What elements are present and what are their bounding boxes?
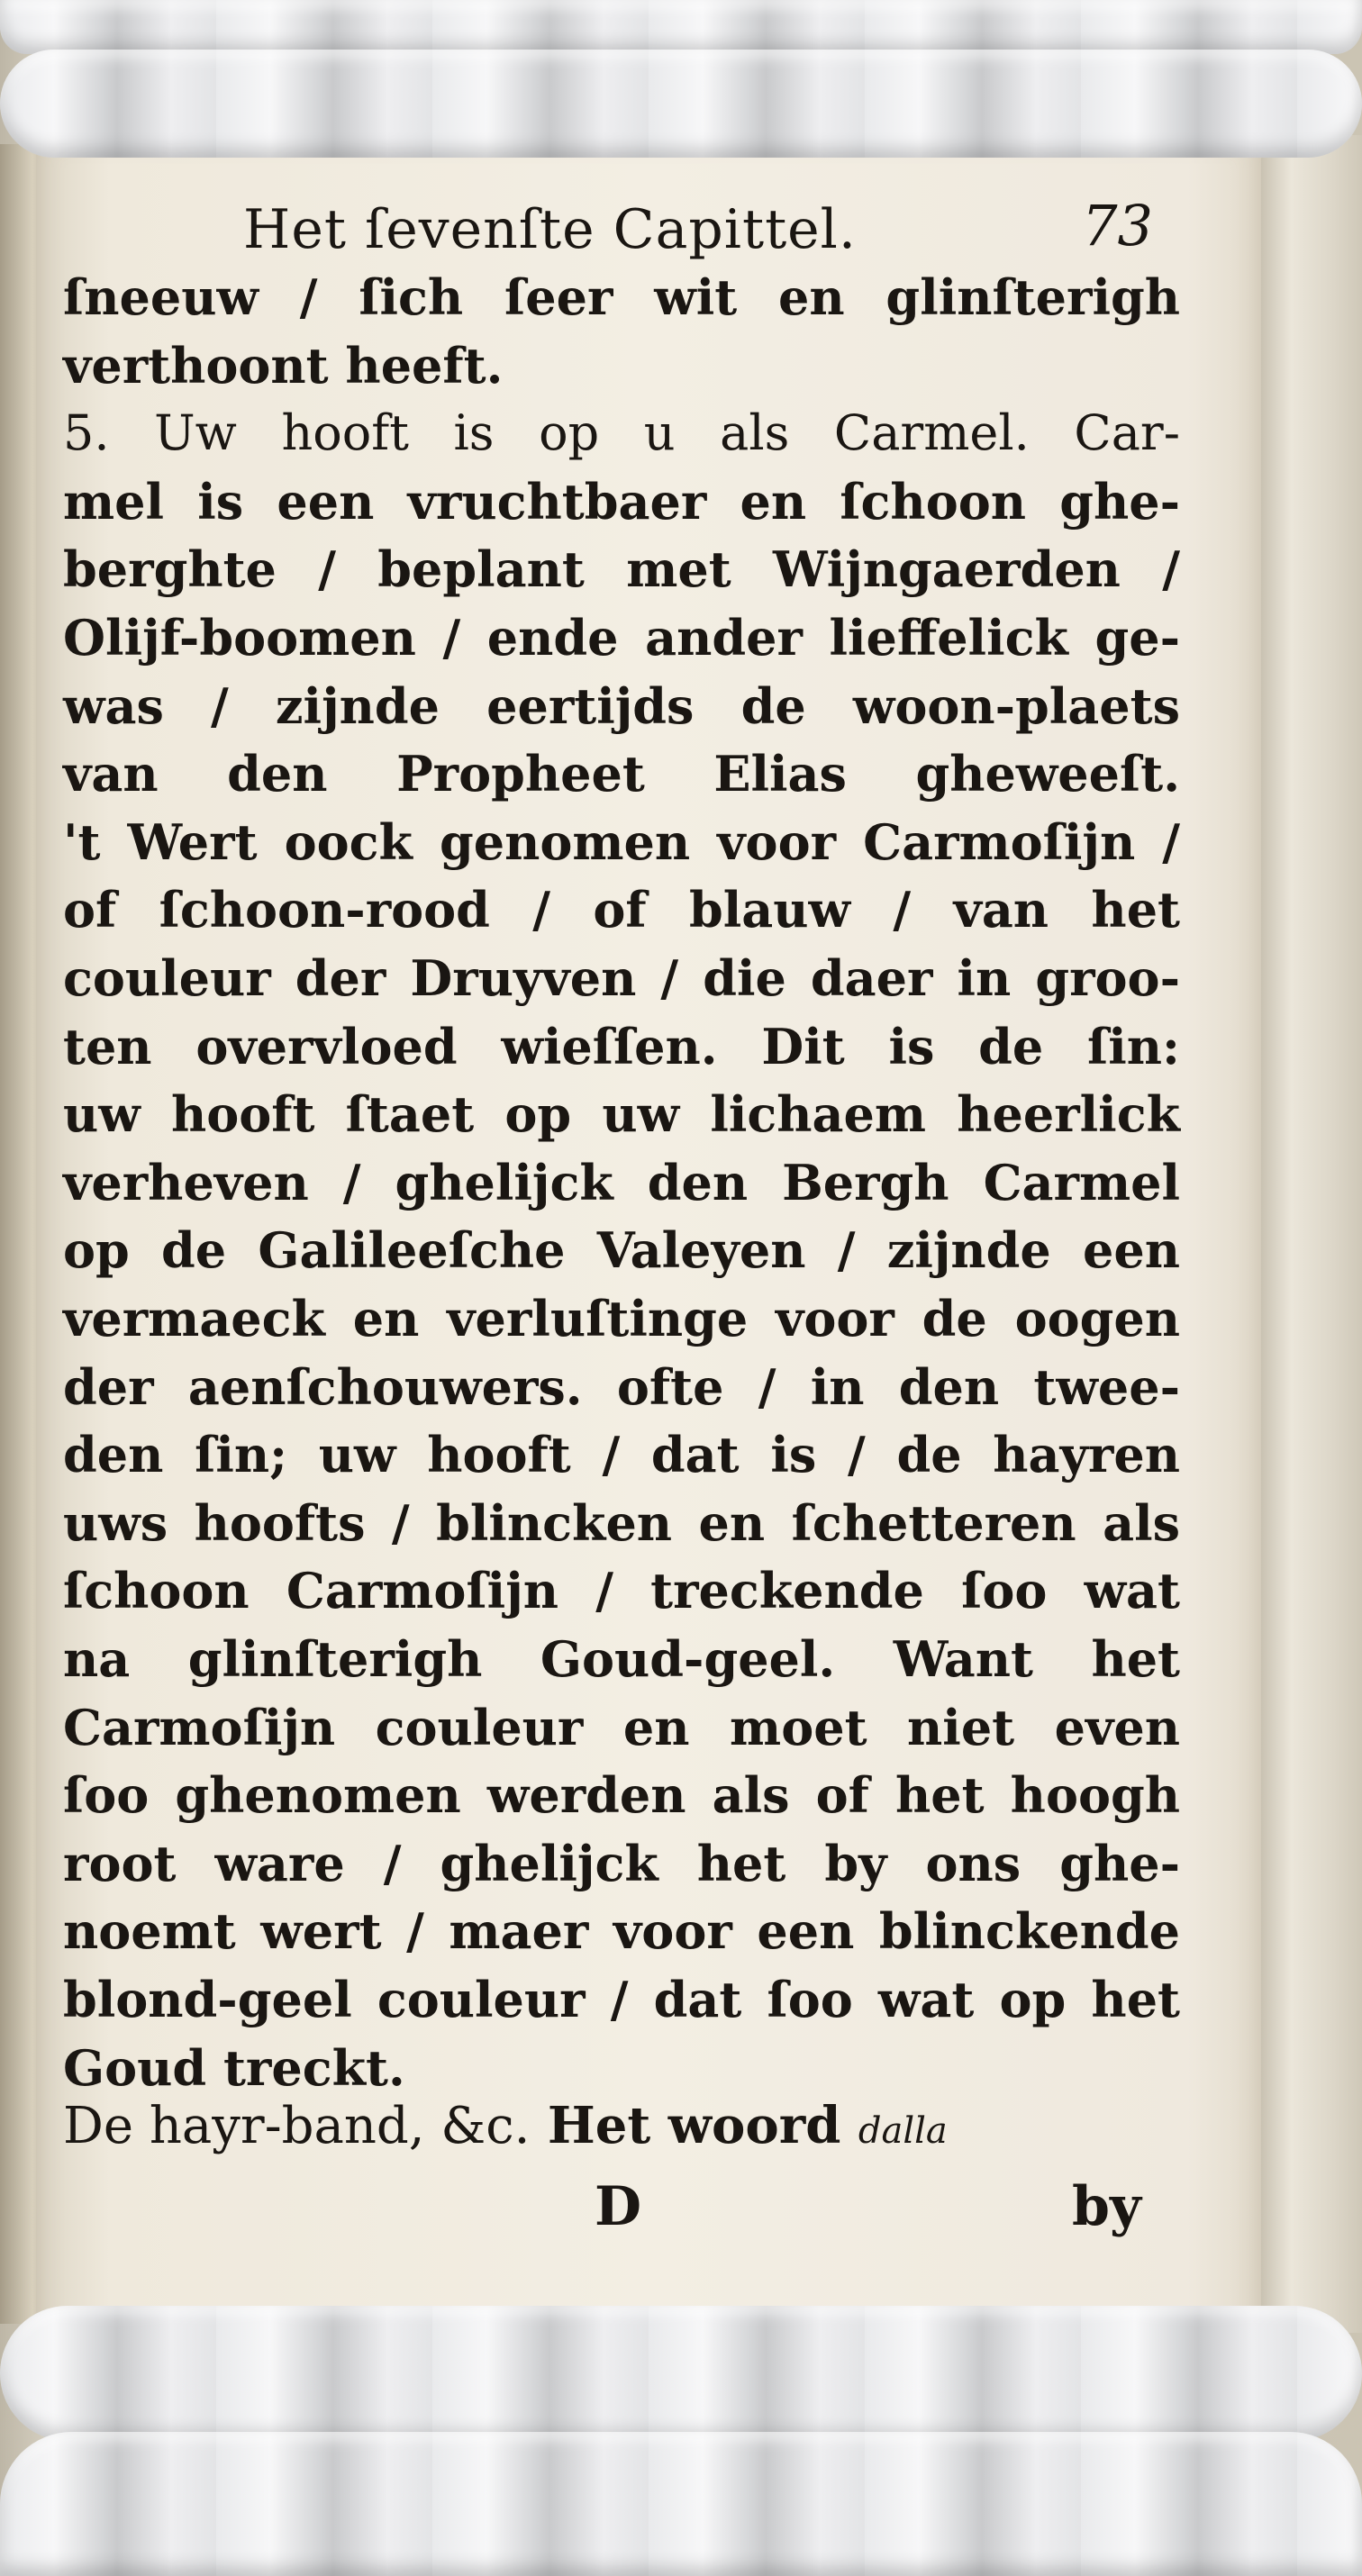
text-line: vermaeck en verluſtinge voor de oogen (63, 1290, 1180, 1347)
text-line: couleur der Druyven / die daer in groo- (63, 949, 1180, 1007)
text-line: Olijf-boomen / ende ander lieffelick ge- (63, 609, 1180, 667)
text-line: verheven / ghelijck den Bergh Carmel (63, 1153, 1180, 1211)
top-cord (0, 50, 1362, 158)
text-line: blond-geel couleur / dat ſoo wat op het (63, 1971, 1180, 2028)
page-stack-edge (1261, 135, 1362, 2333)
bottom-cord-lower (0, 2432, 1362, 2576)
last-line-roman: De hayr-band, &c. (63, 2097, 531, 2155)
text-line: ſchoon Carmoſijn / treckende ſoo wat (63, 1562, 1180, 1620)
text-line: den ſin; uw hooft / dat is / de hayren (63, 1426, 1180, 1484)
signature-mark: D (595, 2175, 642, 2238)
page-number: 73 (1082, 193, 1153, 259)
text-line: uw hooft ſtaet op uw lichaem heerlick (63, 1085, 1180, 1144)
text-line: ſneeuw / ſich ſeer wit en glinſterigh (63, 268, 1180, 326)
text-line: uws hoofts / blincken en ſchetteren als (63, 1493, 1180, 1552)
text-line: 't Wert oock genomen voor Carmoſijn / (63, 812, 1180, 871)
text-line: mel is een vruchtbaer en ſchoon ghe- (63, 472, 1180, 531)
text-line: op de Galileeſche Valeyen / zijnde een (63, 1221, 1180, 1280)
last-line-italic: dalla (858, 2110, 948, 2152)
catchword: by (1072, 2175, 1141, 2238)
text-line: van den Propheet Elias gheweeſt. (63, 745, 1180, 803)
text-line: na glinſterigh Goud-geel. Want het (63, 1630, 1180, 1688)
running-head: Het ſevenſte Capittel. (243, 198, 857, 261)
text-line: der aenſchouwers. ofte / in den twee- (63, 1357, 1180, 1416)
bottom-cord (0, 2306, 1362, 2441)
text-line: berghte / beplant met Wijngaerden / (63, 540, 1180, 599)
last-line-bold: Het woord (547, 2096, 841, 2155)
text-line: verthoont heeft. (63, 336, 504, 395)
text-line: ſoo ghenomen werden als of het hoogh (63, 1766, 1180, 1825)
text-line: was / zijnde eertijds de woon-plaets (63, 676, 1180, 735)
top-cord-upper (0, 0, 1362, 54)
text-line: Goud treckt. (63, 2038, 405, 2097)
text-line: 5. Uw hooft is op u als Carmel. Car- (63, 404, 1180, 462)
last-line (63, 2094, 1180, 2163)
text-line: root ware / ghelijck het by ons ghe- (63, 1834, 1180, 1892)
text-line: of ſchoon-rood / of blauw / van het (63, 881, 1180, 939)
page-header (63, 180, 1180, 279)
text-line: ten overvloed wieſſen. Dit is de ſin: (63, 1017, 1180, 1075)
text-line: noemt wert / maer voor een blinckende (63, 1902, 1180, 1961)
text-line: Carmoſijn couleur en moet niet even (63, 1698, 1180, 1756)
